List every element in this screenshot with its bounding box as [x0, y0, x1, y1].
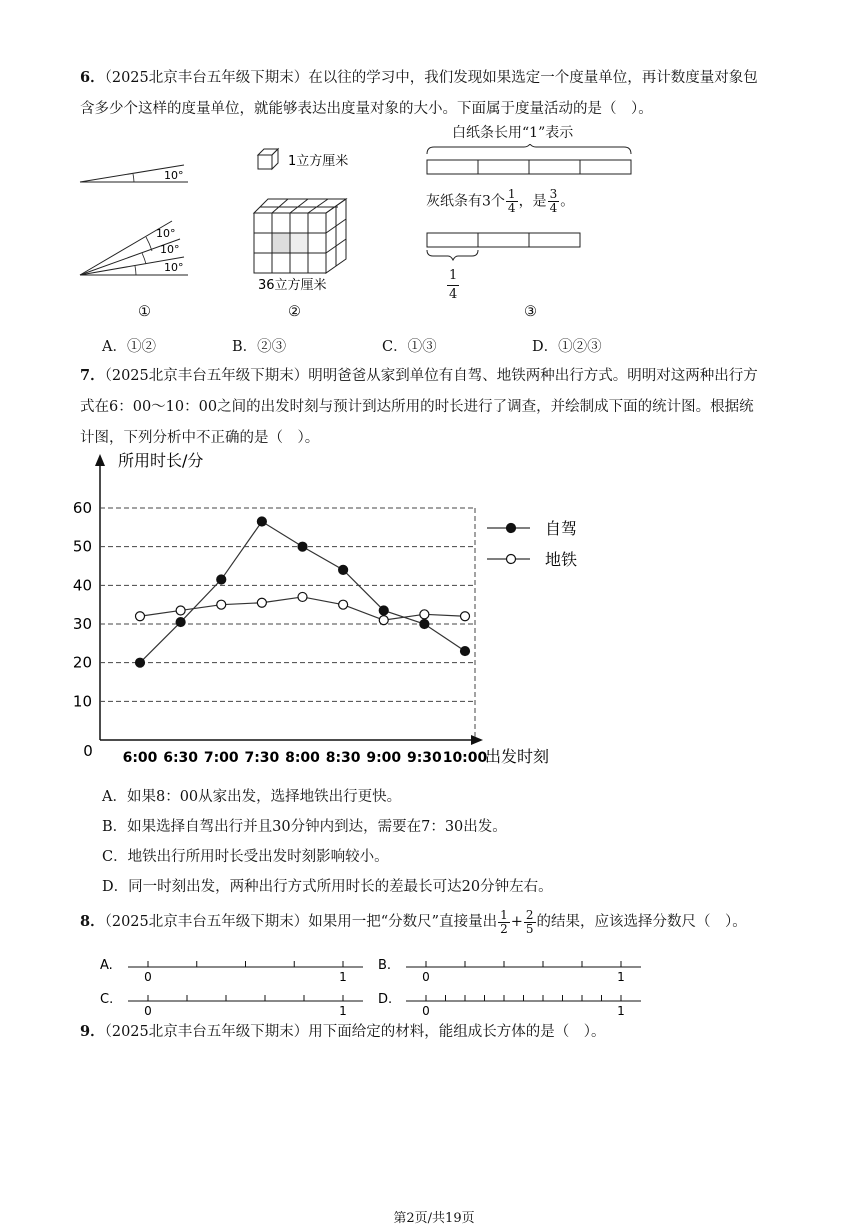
- data-point: [461, 612, 470, 621]
- white-strip-title: 白纸条长用“1”表示: [452, 125, 574, 141]
- ruler-start: 0: [422, 970, 430, 984]
- ruler-start: 0: [144, 970, 152, 984]
- x-axis-arrow: [471, 735, 483, 745]
- gray-strip-text: 灰纸条有3个 $\frac{1}{4}$ ，是 $\frac{3}{4}$ 。: [426, 187, 575, 215]
- page-footer: 第2页/共19页: [393, 1211, 475, 1226]
- ruler-end: 1: [617, 970, 625, 984]
- data-point: [298, 542, 307, 551]
- q7-line2: 式在6：00～10：00之间的出发时刻与预计到达所用的时长进行了调查，并绘制成下面的统计图。根据统: [80, 399, 754, 415]
- gray-strip: [427, 233, 580, 247]
- q6-option-a[interactable]: A．①②: [102, 339, 156, 355]
- data-point: [339, 565, 348, 574]
- q6-line1: 6．（2025北京丰台五年级下期末）在以往的学习中，我们发现如果选定一个度量单位，再计数度量对象包: [80, 69, 758, 86]
- y-axis-arrow: [95, 454, 105, 466]
- data-point: [461, 647, 470, 656]
- brace-fraction: $\frac{1}{4}$: [449, 268, 458, 302]
- data-point: [298, 592, 307, 601]
- question-7: [80, 360, 800, 454]
- fig-label-3: ③: [524, 304, 537, 320]
- ruler-label: C.: [100, 992, 114, 1007]
- q6-figure-cubes: [248, 143, 368, 295]
- ruler-label: B.: [378, 958, 392, 973]
- q7-line3: 计图，下列分析中不正确的是（ ）。: [80, 430, 320, 446]
- x-tick-label: 8:30: [325, 750, 361, 766]
- data-point: [379, 606, 388, 615]
- legend-marker: [507, 524, 516, 533]
- angle-label-1: 10°: [164, 261, 184, 274]
- ruler-end: 1: [339, 1004, 347, 1015]
- cube-volume-label: 36立方厘米: [258, 278, 327, 293]
- origin-label: 0: [83, 742, 93, 760]
- ruler-start: 0: [144, 1004, 152, 1015]
- q7-option-c[interactable]: C．地铁出行所用时长受出发时刻影响较小。: [102, 849, 389, 865]
- q8-rulers: [96, 945, 656, 1015]
- y-tick-label: 20: [72, 653, 92, 672]
- angle-label-2: 10°: [160, 243, 180, 256]
- legend-marker: [507, 555, 516, 564]
- x-tick-label: 9:00: [366, 750, 402, 766]
- data-point: [257, 598, 266, 607]
- x-tick-label: 7:30: [244, 750, 280, 766]
- legend-label: 自驾: [545, 519, 578, 538]
- y-axis-label: 所用时长/分: [118, 451, 204, 470]
- data-point: [136, 658, 145, 667]
- y-tick-label: 30: [72, 615, 92, 633]
- data-point: [420, 610, 429, 619]
- y-tick-label: 40: [72, 576, 92, 595]
- q6-figure-strips: [424, 122, 644, 302]
- ruler-start: 0: [422, 1004, 430, 1015]
- data-point: [257, 517, 266, 526]
- cube-unit-label: 1立方厘米: [288, 154, 349, 169]
- q6-option-c[interactable]: C．①③: [382, 339, 437, 355]
- q7-line-chart: [70, 450, 610, 775]
- x-tick-label: 7:00: [203, 750, 239, 766]
- x-tick-label: 6:00: [122, 750, 158, 766]
- x-tick-label: 6:30: [163, 750, 199, 766]
- question-9: 9．（2025北京丰台五年级下期末）用下面给定的材料，能组成长方体的是（ ）。: [80, 1023, 606, 1040]
- ruler-end: 1: [339, 970, 347, 984]
- ruler-label: D.: [378, 992, 393, 1007]
- q6-line2: 含多少个这样的度量单位，就能够表达出度量对象的大小。下面属于度量活动的是（ ）。: [80, 101, 653, 117]
- data-point: [379, 616, 388, 625]
- question-8: 8．（2025北京丰台五年级下期末）如果用一把“分数尺”直接量出 $\frac{1}{2}$ + $\frac{2}{5}$ 的结果，应该选择分数尺（ ）。: [80, 907, 747, 936]
- y-tick-label: 10: [72, 692, 92, 711]
- angle-label-3: 10°: [156, 227, 176, 240]
- q6-option-d[interactable]: D．①②③: [532, 339, 602, 355]
- y-tick-label: 60: [72, 499, 92, 517]
- data-point: [176, 618, 185, 627]
- data-point: [217, 575, 226, 584]
- q7-option-a[interactable]: A．如果8：00从家出发，选择地铁出行更快。: [102, 789, 402, 805]
- fig-label-1: ①: [138, 304, 151, 320]
- data-point: [176, 606, 185, 615]
- data-point: [217, 600, 226, 609]
- x-tick-label: 10:00: [442, 750, 488, 766]
- q6-figure-angles: [76, 155, 196, 285]
- q7-option-d[interactable]: D．同一时刻出发，两种出行方式所用时长的差最长可达20分钟左右。: [102, 879, 553, 895]
- q7-option-b[interactable]: B．如果选择自驾出行并且30分钟内到达，需要在7：30出发。: [102, 819, 507, 835]
- question-6: [80, 62, 800, 125]
- legend-label: 地铁: [545, 550, 578, 569]
- data-point: [420, 620, 429, 629]
- data-point: [339, 600, 348, 609]
- x-axis-label: 出发时刻: [485, 747, 550, 766]
- x-tick-label: 8:00: [285, 750, 320, 766]
- y-tick-label: 50: [72, 537, 92, 556]
- data-point: [136, 612, 145, 621]
- angle-small-label: 10°: [164, 169, 184, 182]
- fig-label-2: ②: [288, 304, 301, 320]
- ruler-label: A.: [100, 958, 113, 973]
- q7-line1: 7．（2025北京丰台五年级下期末）明明爸爸从家到单位有自驾、地铁两种出行方式。明明对这两种出行方: [80, 367, 758, 384]
- ruler-end: 1: [617, 1004, 625, 1015]
- x-tick-label: 9:30: [406, 750, 442, 766]
- q6-option-b[interactable]: B．②③: [232, 339, 287, 355]
